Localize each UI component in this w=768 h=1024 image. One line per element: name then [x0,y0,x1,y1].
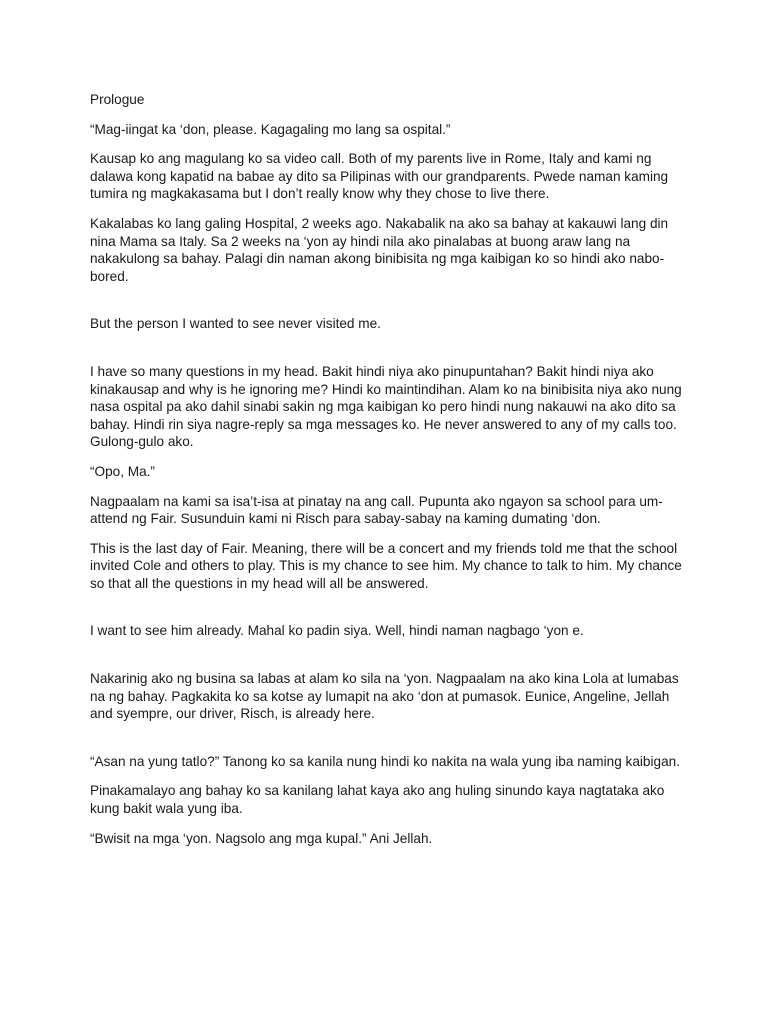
paragraph: Pinakamalayo ang bahay ko sa kanilang lahat kaya ako ang huling sinundo kaya nagtataka ako kung bakit wala yung iba. [90,783,665,817]
paragraph: This is the last day of Fair. Meaning, there will be a concert and my friends told me that the school invited Cole and others to play. This is my chance to see him. My chance to talk to him. My chance so that all the questions in my head will all be answered. [90,540,682,591]
paragraph: But the person I wanted to see never visited me. [90,316,381,332]
paragraph: “Mag-iingat ka ‘don, please. Kagagaling mo lang sa ospital.” [90,121,451,137]
document-page [90,91,690,847]
paragraph: “Asan na yung tatlo?” Tanong ko sa kanila nung hindi ko nakita na wala yung iba naming kaibigan. [90,753,680,769]
paragraph: “Bwisit na mga ‘yon. Nagsolo ang mga kupal.” Ani Jellah. [90,830,433,846]
paragraph: Kausap ko ang magulang ko sa video call. Both of my parents live in Rome, Italy and kami ng dalawa kong kapatid na babae ay dito sa Pilipinas with our grandparents. Pwede naman kaming tumira ng magkakasama but I don’t really know why they chose to live there. [90,151,669,202]
paragraph: Kakalabas ko lang galing Hospital, 2 weeks ago. Nakabalik na ako sa bahay at kakauwi lang din nina Mama sa Italy. Sa 2 weeks na ‘yon ay hindi nila ako pinalabas at buong araw lang na nakakulong sa bahay. Palagi din naman akong binibisita ng mga kaibigan ko so hindi ako nabo-bored. [90,215,669,284]
chapter-title: Prologue [90,92,145,107]
paragraph: “Opo, Ma.” [90,463,155,479]
paragraph: I have so many questions in my head. Bakit hindi niya ako pinupuntahan? Bakit hindi niya ako kinakausap and why is he ignoring me? Hindi ko maintindihan. Alam ko na binibisita niya ako nung nasa ospital pa ako dahil sinabi sakin ng mga kaibigan ko pero hindi nung nakauwi na ako dito sa bahay. Hindi rin siya nagre-reply sa mga messages ko. He never answered to any of my calls too. Gulong-gulo ako. [90,363,682,450]
paragraph: Nagpaalam na kami sa isa’t-isa at pinatay na ang call. Pupunta ako ngayon sa school para um-attend ng Fair. Susunduin kami ni Risch para sabay-sabay na kaming dumating ‘don. [90,493,663,527]
paragraph: I want to see him already. Mahal ko padin siya. Well, hindi naman nagbago ‘yon e. [90,623,584,639]
paragraph: Nakarinig ako ng busina sa labas at alam ko sila na ‘yon. Nagpaalam na ako kina Lola at lumabas na ng bahay. Pagkakita ko sa kotse ay lumapit na ako ‘don at pumasok. Eunice, Angeline, Jellah and syempre, our driver, Risch, is already here. [90,671,679,722]
